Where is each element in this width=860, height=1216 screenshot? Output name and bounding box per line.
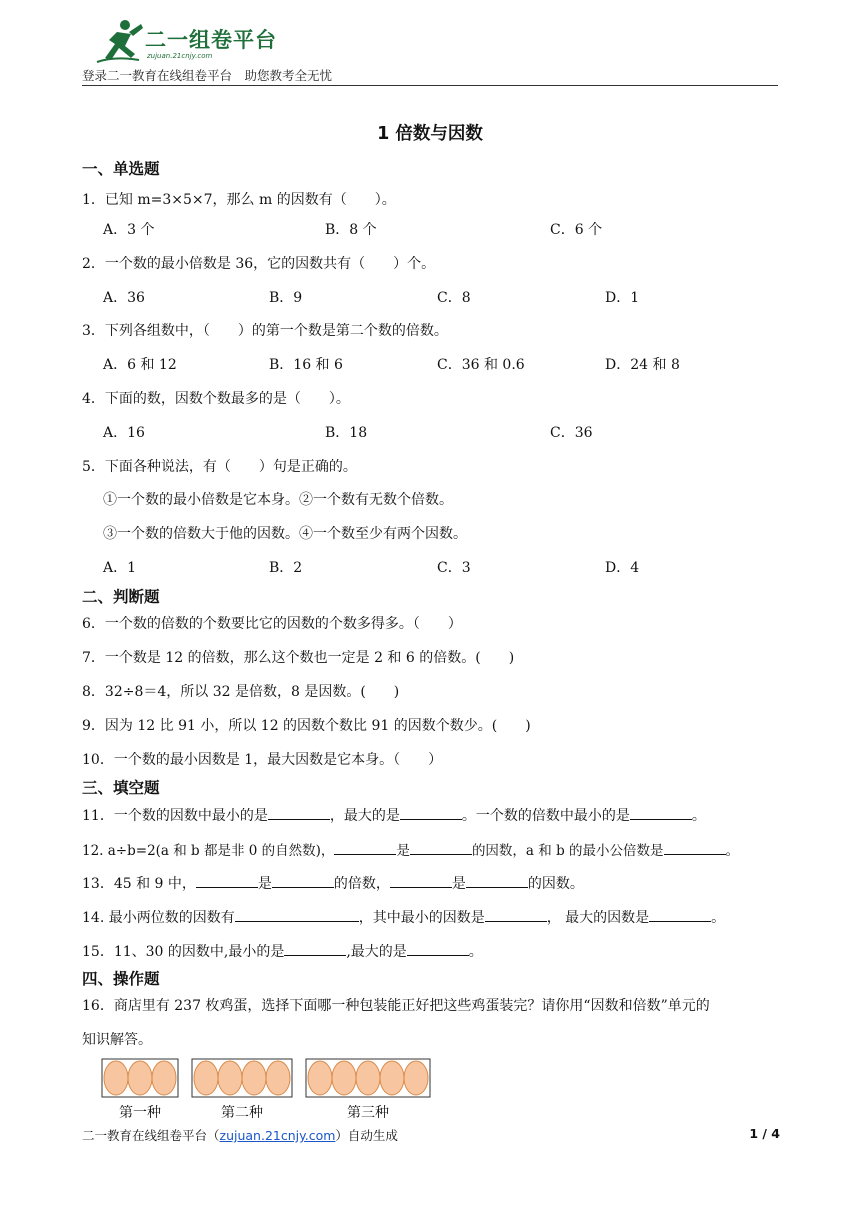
- q14-text-1: 14. 最小两位数的因数有: [82, 910, 235, 926]
- q14-blank-1: [235, 909, 359, 922]
- question-2-stem: 2．一个数的最小倍数是 36，它的因数共有（ ）个。: [82, 256, 436, 272]
- q5-option-a: A．1: [103, 560, 137, 576]
- egg-icon: [218, 1061, 242, 1095]
- question-15: [82, 941, 483, 961]
- egg-icon: [404, 1061, 428, 1095]
- footer-source: [82, 1126, 398, 1144]
- q1-option-c: C．6 个: [550, 222, 603, 238]
- q2-option-c: C．8: [437, 290, 471, 306]
- egg-icon: [194, 1061, 218, 1095]
- q13-text-2: 是: [257, 876, 272, 892]
- q14-text-3: ， 最大的因数是: [546, 910, 650, 926]
- question-5-stem: 5．下面各种说法，有（ ）句是正确的。: [82, 459, 357, 475]
- q11-blank-2: [400, 807, 462, 820]
- egg-package-2: [192, 1059, 292, 1097]
- q12-blank-3: [664, 842, 726, 855]
- q11-blank-1: [268, 807, 330, 820]
- egg-package-2-label: 第二种: [221, 1105, 263, 1121]
- q3-option-c: C．36 和 0.6: [437, 357, 525, 373]
- egg-icon: [380, 1061, 404, 1095]
- question-3-stem: 3．下列各组数中，（ ）的第一个数是第二个数的倍数。: [82, 323, 448, 339]
- q12-blank-2: [410, 842, 472, 855]
- q13-blank-1: [196, 875, 258, 888]
- question-12: [82, 839, 739, 859]
- q3-option-b: B．16 和 6: [269, 357, 343, 373]
- q3-option-d: D．24 和 8: [605, 357, 680, 373]
- q13-text-4: 是: [451, 876, 466, 892]
- q4-option-c: C．36: [550, 425, 593, 441]
- q11-blank-3: [630, 807, 692, 820]
- q5-statement-line-1: ①一个数的最小倍数是它本身。②一个数有无数个倍数。: [103, 492, 453, 508]
- q15-text-3: 。: [468, 944, 483, 960]
- q11-text-1: 11．一个数的因数中最小的是: [82, 808, 268, 824]
- q1-option-b: B．8 个: [325, 222, 377, 238]
- q11-text-3: 。一个数的倍数中最小的是: [461, 808, 630, 824]
- q2-option-d: D．1: [605, 290, 640, 306]
- header-divider: [82, 85, 778, 86]
- logo-subtext: zujuan.21cnjy.com: [147, 52, 213, 60]
- q13-text-5: 的因数。: [527, 876, 584, 892]
- q5-statement-line-2: ③一个数的倍数大于他的因数。④一个数至少有两个因数。: [103, 526, 467, 542]
- question-1-stem: 1．已知 m=3×5×7，那么 m 的因数有（ ）。: [82, 192, 396, 208]
- egg-package-3-label: 第三种: [347, 1105, 389, 1121]
- q13-blank-4: [466, 875, 528, 888]
- section-heading-true-false: 二、判断题: [82, 588, 160, 606]
- question-10: 10．一个数的最小因数是 1，最大因数是它本身。（ ）: [82, 752, 443, 768]
- egg-icon: [104, 1061, 128, 1095]
- q5-option-b: B．2: [269, 560, 303, 576]
- q14-text-2: ，其中最小的因数是: [358, 910, 485, 926]
- q4-option-a: A．16: [103, 425, 145, 441]
- q13-text-1: 13．45 和 9 中，: [82, 876, 196, 892]
- question-16-line-2: 知识解答。: [82, 1032, 152, 1048]
- q12-text-3: 的因数，a 和 b 的最小公倍数是: [471, 843, 664, 859]
- q11-text-4: 。: [691, 808, 706, 824]
- q11-text-2: ，最大的是: [329, 808, 400, 824]
- question-11: [82, 805, 706, 825]
- page-title: 1 倍数与因数: [377, 124, 483, 144]
- question-9: 9．因为 12 比 91 小，所以 12 的因数个数比 91 的因数个数少。( ): [82, 718, 531, 734]
- q13-blank-3: [390, 875, 452, 888]
- question-4-stem: 4．下面的数，因数个数最多的是（ ）。: [82, 391, 350, 407]
- egg-packages-figure: [100, 1057, 440, 1127]
- egg-package-1-label: 第一种: [119, 1105, 161, 1121]
- footer-link[interactable]: zujuan.21cnjy.com: [219, 1128, 336, 1143]
- question-13: [82, 873, 584, 893]
- egg-icon: [266, 1061, 290, 1095]
- footer-text-start: 二一教育在线组卷平台（: [82, 1128, 220, 1143]
- q15-blank-2: [407, 943, 469, 956]
- egg-icon: [242, 1061, 266, 1095]
- q14-blank-2: [485, 909, 547, 922]
- q15-text-2: ,最大的是: [346, 944, 407, 960]
- q14-blank-3: [649, 909, 711, 922]
- question-8: 8．32÷8＝4，所以 32 是倍数，8 是因数。( ): [82, 684, 400, 700]
- q15-blank-1: [284, 943, 346, 956]
- q13-text-3: 的倍数，: [333, 876, 390, 892]
- egg-package-1: [102, 1059, 178, 1097]
- q13-blank-2: [272, 875, 334, 888]
- page-number: 1 / 4: [749, 1126, 780, 1141]
- egg-icon: [308, 1061, 332, 1095]
- logo-text: 二一组卷平台: [145, 28, 277, 52]
- egg-icon: [356, 1061, 380, 1095]
- question-14: [82, 907, 725, 927]
- egg-icon: [152, 1061, 176, 1095]
- q4-option-b: B．18: [325, 425, 368, 441]
- q12-text-1: 12. a÷b=2(a 和 b 都是非 0 的自然数)，: [82, 843, 335, 859]
- section-heading-operation: 四、操作题: [82, 970, 160, 988]
- q12-text-4: 。: [725, 843, 740, 859]
- header-tagline: 登录二一教育在线组卷平台 助您教考全无忧: [82, 68, 333, 83]
- q12-blank-1: [334, 842, 396, 855]
- q3-option-a: A．6 和 12: [103, 357, 177, 373]
- runner-logo-icon: [95, 18, 145, 64]
- egg-icon: [332, 1061, 356, 1095]
- q15-text-1: 15．11、30 的因数中,最小的是: [82, 944, 285, 960]
- logo: [95, 18, 275, 64]
- q5-option-d: D．4: [605, 560, 640, 576]
- q14-text-4: 。: [711, 910, 726, 926]
- section-heading-fill-blank: 三、填空题: [82, 779, 160, 797]
- question-7: 7．一个数是 12 的倍数，那么这个数也一定是 2 和 6 的倍数。( ): [82, 650, 515, 666]
- egg-package-3: [306, 1059, 430, 1097]
- egg-icon: [128, 1061, 152, 1095]
- q2-option-a: A．36: [103, 290, 145, 306]
- section-heading-single-choice: 一、单选题: [82, 160, 160, 178]
- question-16-line-1: 16．商店里有 237 枚鸡蛋，选择下面哪一种包装能正好把这些鸡蛋装完？请你用“因数和倍数”单元的: [82, 998, 710, 1014]
- footer-text-end: ）自动生成: [335, 1128, 398, 1143]
- q5-option-c: C．3: [437, 560, 471, 576]
- q1-option-a: A．3 个: [103, 222, 155, 238]
- question-6: 6．一个数的倍数的个数要比它的因数的个数多得多。（ ）: [82, 616, 462, 632]
- q2-option-b: B．9: [269, 290, 303, 306]
- q12-text-2: 是: [396, 843, 410, 859]
